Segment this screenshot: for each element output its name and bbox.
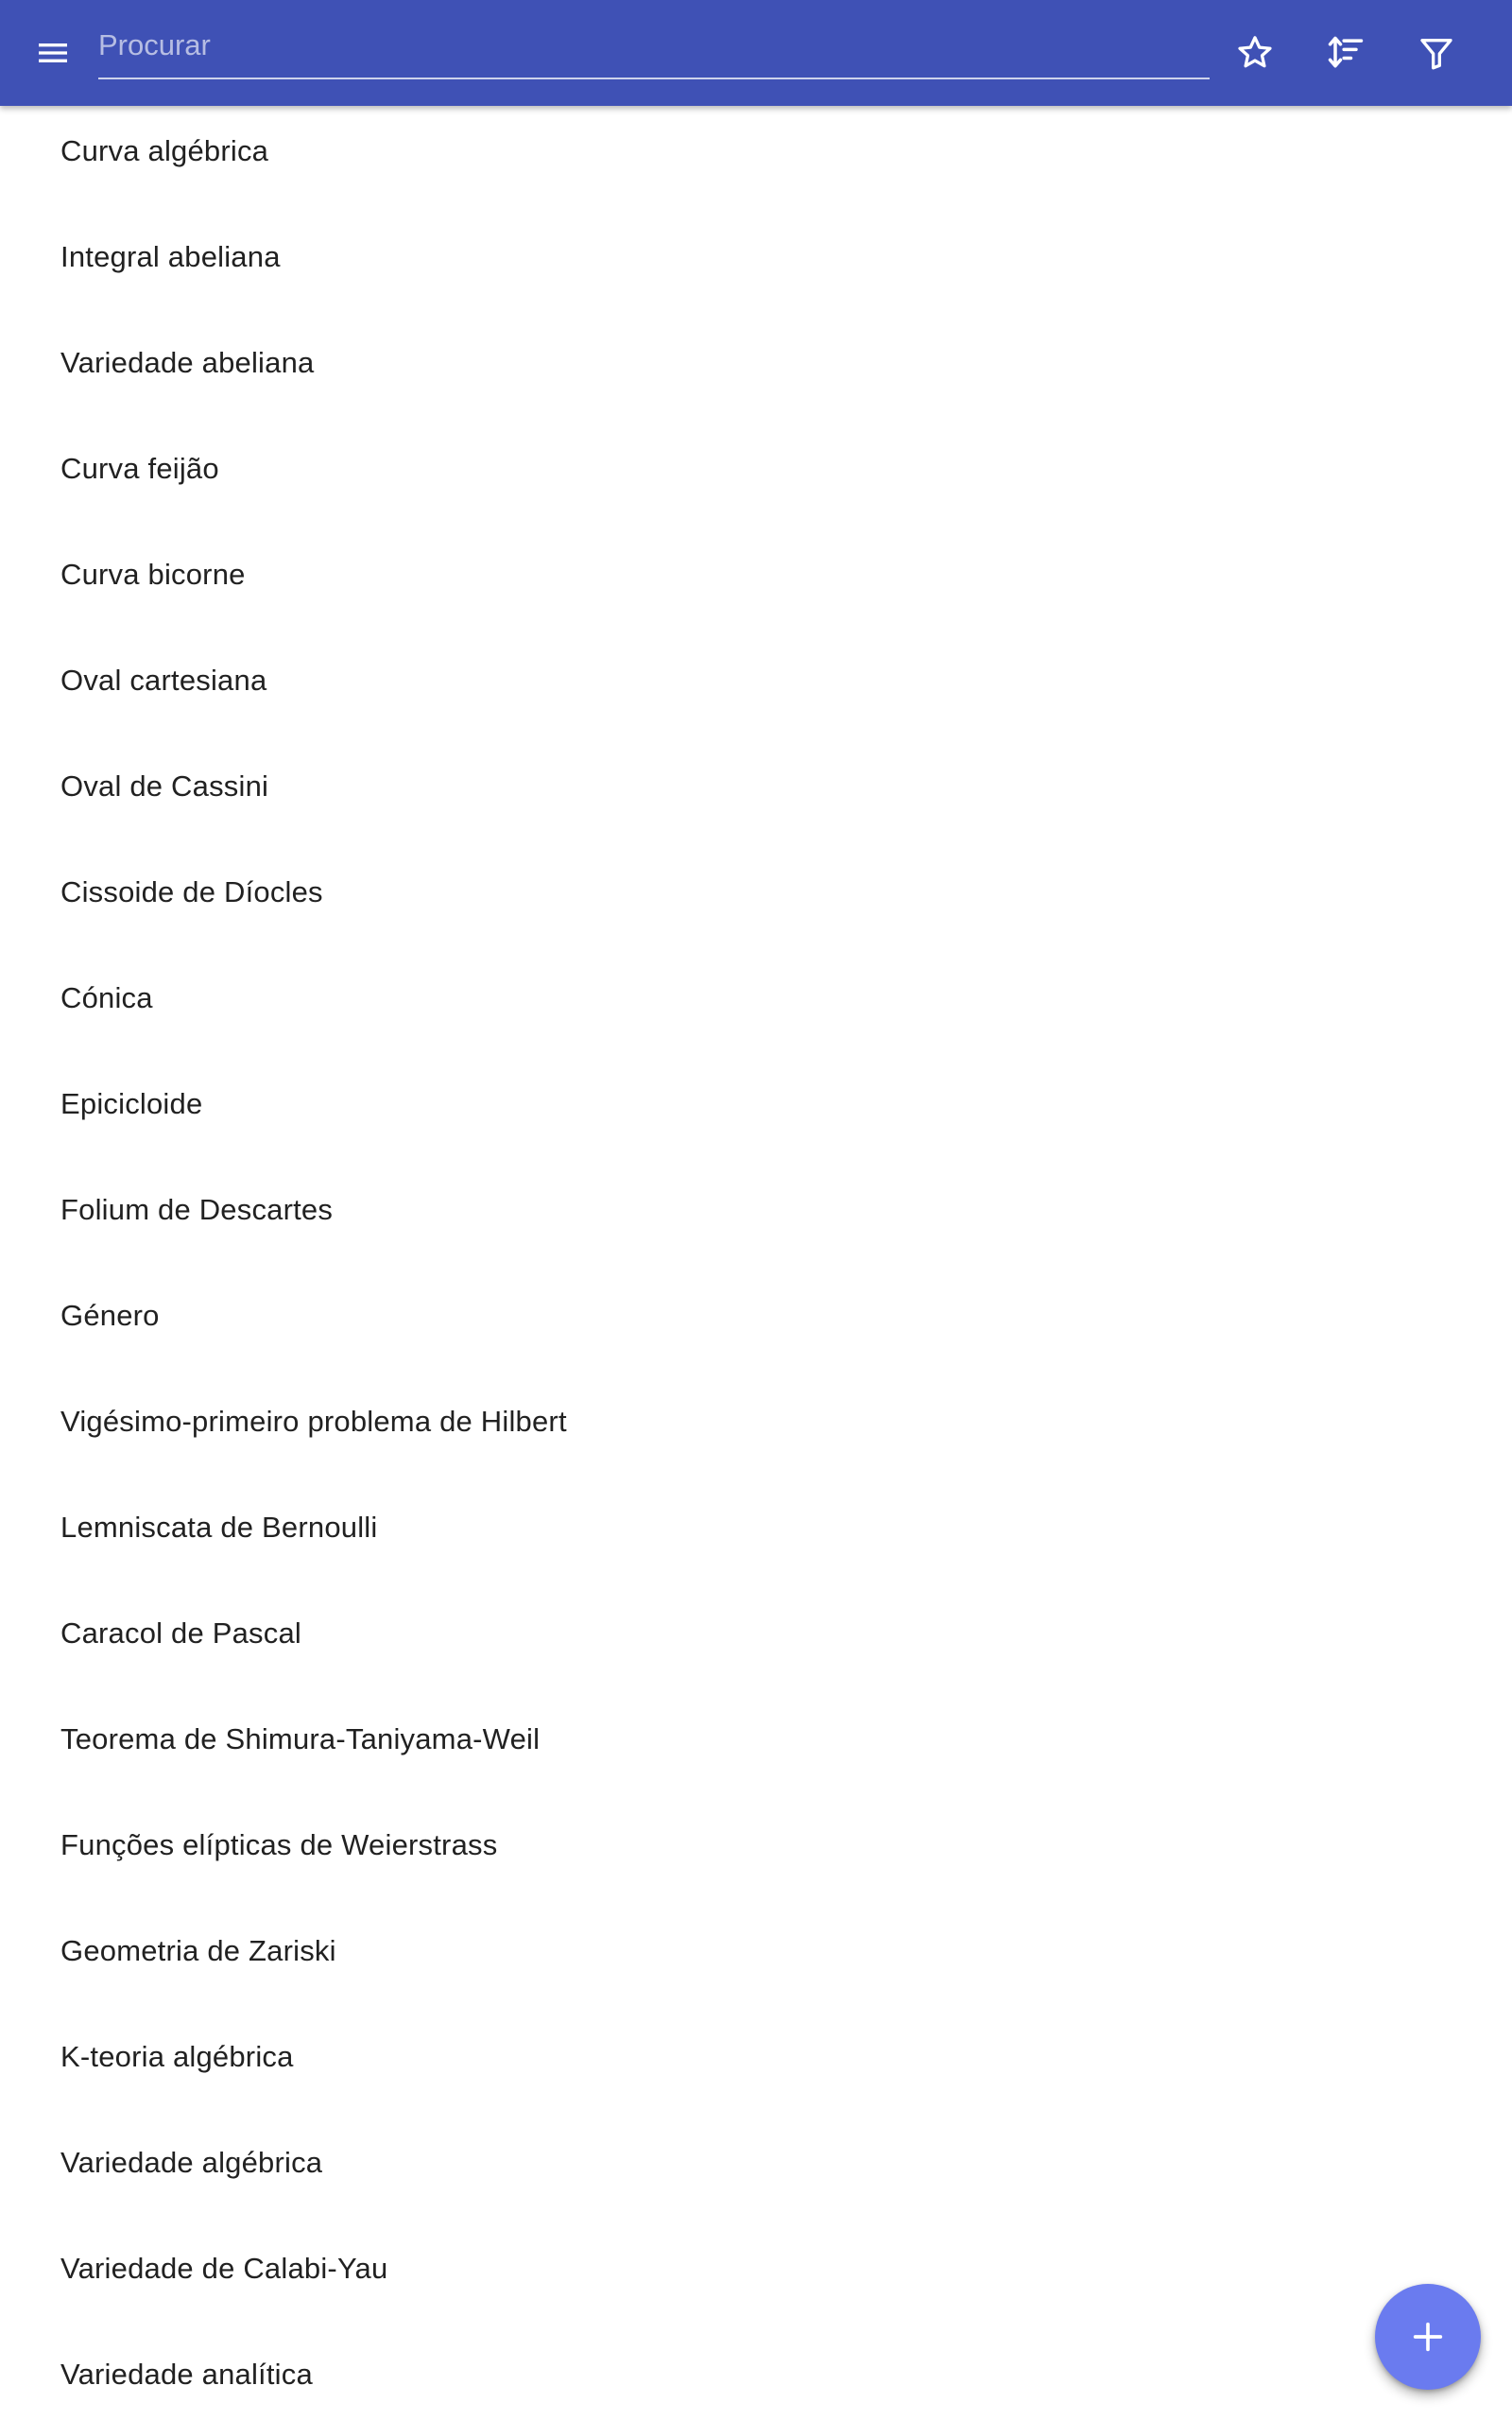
list-item-label: Geometria de Zariski [60, 1934, 336, 1967]
list-item[interactable] [0, 416, 1512, 522]
list-item-label: Lemniscata de Bernoulli [60, 1511, 378, 1544]
entry-list [0, 98, 1512, 2420]
list-item-label: Curva bicorne [60, 558, 246, 591]
list-item-label: Vigésimo-primeiro problema de Hilbert [60, 1405, 567, 1438]
list-item-label: K-teoria algébrica [60, 2040, 294, 2073]
list-item-label: Epicicloide [60, 1087, 203, 1120]
list-item[interactable] [0, 98, 1512, 204]
list-item[interactable] [0, 1581, 1512, 1686]
list-item[interactable] [0, 1898, 1512, 2004]
list-item[interactable] [0, 310, 1512, 416]
list-item-label: Variedade de Calabi-Yau [60, 2252, 388, 2285]
list-item[interactable] [0, 945, 1512, 1051]
search-input[interactable] [98, 19, 1210, 72]
list-item[interactable] [0, 628, 1512, 734]
list-item-label: Variedade algébrica [60, 2146, 323, 2179]
list-item-label: Folium de Descartes [60, 1193, 334, 1226]
list-item[interactable] [0, 1263, 1512, 1369]
list-item-label: Variedade abeliana [60, 346, 315, 379]
list-item-label: Género [60, 1299, 160, 1332]
list-item-label: Caracol de Pascal [60, 1616, 301, 1650]
list-item-label: Oval cartesiana [60, 664, 267, 697]
list-item-label: Funções elípticas de Weierstrass [60, 1828, 498, 1861]
top-app-bar [0, 0, 1512, 106]
plus-icon [1409, 2318, 1447, 2356]
favorites-button[interactable] [1221, 19, 1289, 87]
list-item[interactable] [0, 1369, 1512, 1475]
menu-button[interactable] [19, 19, 87, 87]
list-item[interactable] [0, 2110, 1512, 2216]
list-item-label: Curva algébrica [60, 134, 269, 167]
list-item-label: Teorema de Shimura-Taniyama-Weil [60, 1722, 541, 1755]
sort-icon [1325, 32, 1366, 74]
list-item-label: Oval de Cassini [60, 769, 269, 803]
list-item-label: Variedade analítica [60, 2358, 313, 2391]
list-item-label: Curva feijão [60, 452, 219, 485]
list-item[interactable] [0, 522, 1512, 628]
list-item[interactable] [0, 2322, 1512, 2420]
search-field [98, 19, 1210, 79]
list-item[interactable] [0, 1051, 1512, 1157]
star-outline-icon [1234, 32, 1276, 74]
hamburger-menu-icon [34, 34, 72, 72]
list-item[interactable] [0, 1686, 1512, 1792]
list-item[interactable] [0, 734, 1512, 839]
list-item[interactable] [0, 1475, 1512, 1581]
add-button[interactable] [1375, 2284, 1481, 2390]
list-item[interactable] [0, 1792, 1512, 1898]
list-item[interactable] [0, 2004, 1512, 2110]
list-item[interactable] [0, 204, 1512, 310]
list-item[interactable] [0, 2216, 1512, 2322]
list-item-label: Cónica [60, 981, 153, 1014]
list-item-label: Cissoide de Díocles [60, 875, 323, 908]
list-item[interactable] [0, 839, 1512, 945]
filter-icon [1418, 34, 1455, 72]
sort-button[interactable] [1312, 19, 1380, 87]
list-item[interactable] [0, 1157, 1512, 1263]
list-item-label: Integral abeliana [60, 240, 281, 273]
filter-button[interactable] [1402, 19, 1470, 87]
